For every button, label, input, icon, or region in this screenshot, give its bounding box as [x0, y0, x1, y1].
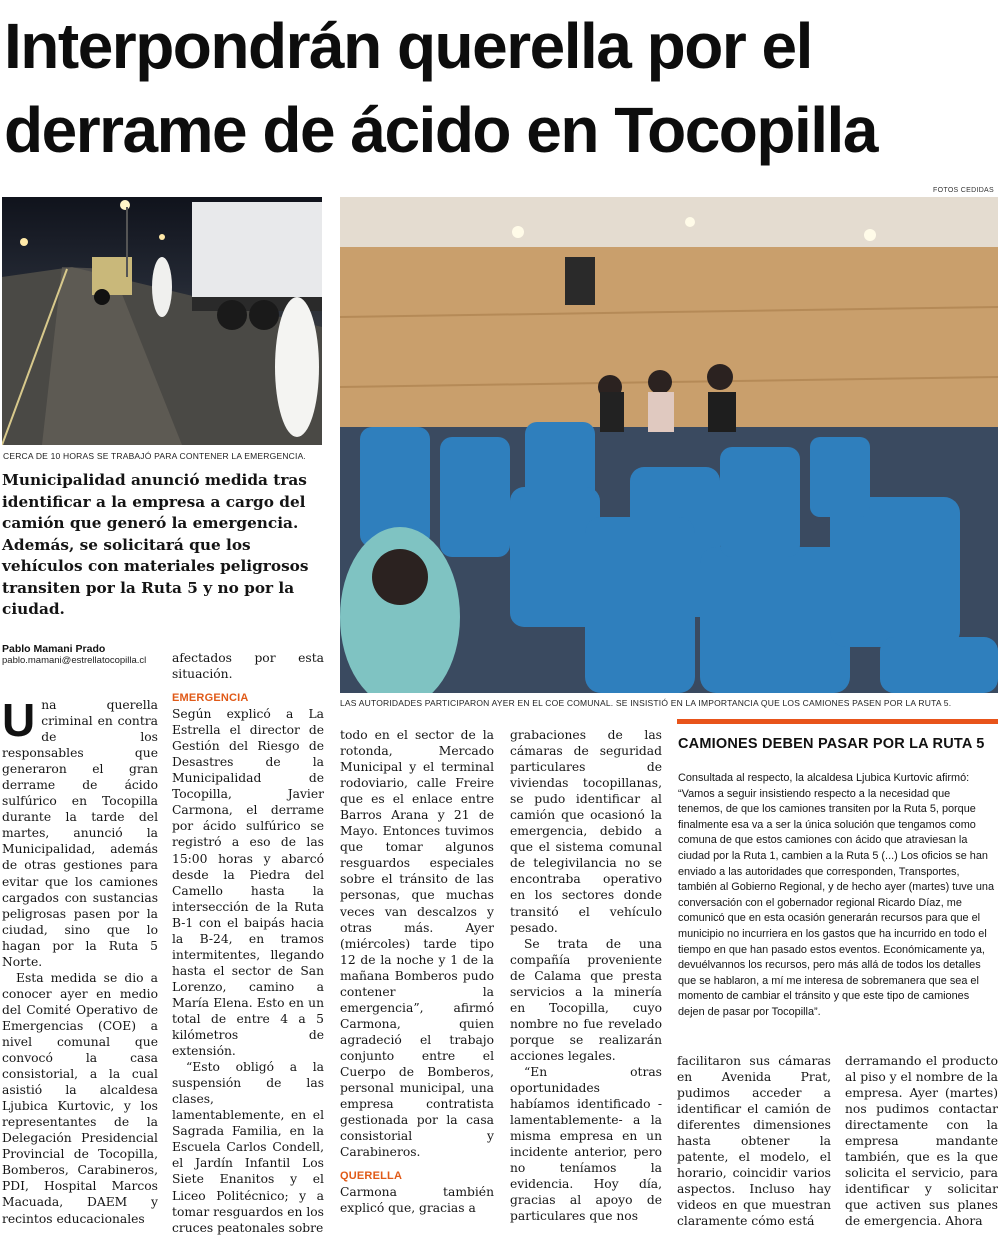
article-paragraph [510, 936, 662, 1064]
article-text: grabaciones de las cámaras de seguridad particulares de viviendas tocopillanas, se pudo identificar al camión que ocasionó la emergencia, debido a que el sistema comunal de telegivilancia no se encontraba operativo en los sectores donde transitó el vehículo pesado. [510, 728, 662, 935]
article-column-3 [340, 727, 494, 1216]
road-scene-illustration [2, 197, 322, 445]
photo1-caption: CERCA DE 10 HORAS SE TRABAJÓ PARA CONTENER LA EMERGENCIA. [3, 451, 306, 461]
article-paragraph [340, 727, 494, 1160]
article-column-4 [510, 727, 662, 1224]
byline [2, 643, 167, 666]
box-title: CAMIONES DEBEN PASAR POR LA RUTA 5 [678, 736, 985, 752]
article-text: EMERGENCIA [172, 692, 249, 705]
article-column-6 [845, 1053, 998, 1230]
article-paragraph [2, 694, 158, 970]
author-email[interactable]: pablo.mamani@estrellatocopilla.cl [2, 655, 147, 666]
article-paragraph [340, 1184, 494, 1216]
photo-coe-meeting [340, 197, 998, 693]
article-paragraph [172, 706, 324, 1059]
article-text: derramando el producto al piso y el nombre de la empresa. Ayer (martes) nos pudimos contactar directamente con la empresa mandante también, que es la que solicita el servicio, para identificar y solicitar que activen sus planes de emergencia. Ahora [845, 1054, 998, 1229]
article-text: Se trata de una compañía proveniente de Calama que presta servicios a la minería en Tocopilla, cuyo nombre no fue revelado porque se realizarán acciones legales. [510, 936, 662, 1063]
photo2-caption: LAS AUTORIDADES PARTICIPARON AYER EN EL COE COMUNAL. SE INSISTIÓ EN LA IMPORTANCIA QUE LOS CAMIONES PASEN POR LA RUTA 5. [340, 698, 952, 708]
article-text: QUERELLA [340, 1170, 403, 1183]
article-text: “Esto obligó a la suspensión de las clases, lamentablemente, en el Sagrada Familia, en la Escuela Carlos Condell, el Jardín Infantil Los Siete Enanitos y el Liceo Politécnico; y a tomar resguardos en los cruces peatonales sobre [172, 1060, 324, 1235]
article-paragraph [172, 650, 324, 682]
box-text: Consultada al respecto, la alcaldesa Ljubica Kurtovic afirmó: “Vamos a seguir insistiendo respecto a la necesidad que tenemos, de que los camiones transiten por la Ruta 5, porque finalmente esa va a ser la única solución que tengamos como comuna de que estos camiones con ácido que atraviesan la ciudad por la Ruta 1, cambien a la Ruta 5 (...) Los oficios se han enviado a las autoridades que corresponden, Transportes, también al Gobierno Regional, y de hecho ayer (martes) tuve una conversación con el gobernador regional Ricardo Díaz, me comunicó que en esta ocasión generarán recursos para que el municipio no incurriera en los gastos que ha incurrido en todo el tiempo en que han pasado estos eventos. Económicamente ya, devuélvannos los recursos, pero más allá de todos los detalles que se hablaron, a mí me interesa de sobremanera que sea el momento de cambiar el tránsito y que este tipo de camiones dejen de pasar por Tocopilla”. [678, 772, 995, 1018]
headline: Interpondrán querella por el derrame de ácido en Tocopilla [4, 10, 877, 166]
article-paragraph [845, 1053, 998, 1230]
article-column-2 [172, 650, 324, 1236]
article-text: todo en el sector de la rotonda, Mercado Municipal y el terminal rodoviario, calle Freire que es el enlace entre Barros Arana y 21 de Mayo. Entonces tuvimos que tomar algunos resguardos especiales sobre el tránsito de las personas, que muchas veces van descalzos y otras más. Ayer (miércoles) tarde tipo 12 de la noche y 1 de la mañana Bomberos pudo contener la emergencia”, afirmó Carmona, quien agradeció el trabajo conjunto entre el Cuerpo de Bomberos, personal municipal, una empresa contratista gestionada por la casa consistorial y Carabineros. [340, 728, 494, 1160]
article-text: “En otras oportunidades habíamos identificado -lamentablemente- a la misma empresa en un incidente anterior, pero no teníamos la evidencia. Hoy día, gracias al apoyo de particulares que nos [510, 1064, 662, 1224]
lede: Municipalidad anunció medida tras identificar a la empresa a cargo del camión que generó la emergencia. Además, se solicitará que los vehículos con materiales peligrosos transiten por la Ruta 5 y no por la ciudad. [2, 471, 309, 618]
meeting-room-illustration [340, 197, 998, 693]
drop-cap: U [2, 694, 36, 746]
article-text: Esta medida se dio a conocer ayer en medio del Comité Operativo de Emergencias (COE) a nivel comunal que convocó la casa consistorial, a la cual asistió la alcaldesa Ljubica Kurtovic, y los representantes de la Delegación Presidencial Provincial de Tocopilla, Bomberos, Carabineros, PDI, Hospital Marcos Macuada, DAEM y recintos educacionales [2, 970, 158, 1226]
article-paragraph [510, 1064, 662, 1224]
article-paragraph [510, 727, 662, 936]
article-text: facilitaron sus cámaras en Avenida Prat, pudimos acceder a identificar el camión de diferentes dimensiones hasta obtener la patente, el modelo, el horario, coincidir varios aspectos. Incluso hay videos en que muestran claramente cómo está [677, 1054, 831, 1229]
photo-road-cleanup [2, 197, 322, 445]
article-column-5 [677, 1053, 831, 1230]
subheading [172, 690, 324, 706]
box-accent-rule [677, 719, 998, 724]
article-text: Carmona también explicó que, gracias a [340, 1185, 494, 1216]
article-paragraph [2, 970, 158, 1227]
article-paragraph [172, 1059, 324, 1236]
author-name: Pablo Mamani Prado [2, 643, 106, 655]
article-paragraph [677, 1053, 831, 1230]
subheading [340, 1168, 494, 1184]
article-text: afectados por esta situación. [172, 651, 324, 682]
article-text: na querella criminal en contra de los responsables que generaron el gran derrame de ácido sulfúrico en Tocopilla durante la tarde del martes, anunció la Municipalidad, además de otras gestiones para evitar que los camiones cargados con sustancias peligrosas pasen por la ciudad, sino que lo hagan por la Ruta 5 Norte. [2, 698, 158, 969]
photo-credit: FOTOS CEDIDAS [933, 187, 994, 194]
article-text: Según explicó a La Estrella el director de Gestión del Riesgo de Desastres de la Municipalidad de Tocopilla, Javier Carmona, el derrame por ácido sulfúrico se registró a eso de las 15:00 horas y abarcó desde la Piedra del Camello hasta la intersección de la Ruta B-1 con el baipás hacia la B-24, en tramos intermitentes, llegando hasta el sector de San Lorenzo, camino a María Elena. Esto en un total de entre 4 a 5 kilómetros de extensión. [172, 707, 324, 1059]
article-column-1 [2, 694, 158, 1227]
